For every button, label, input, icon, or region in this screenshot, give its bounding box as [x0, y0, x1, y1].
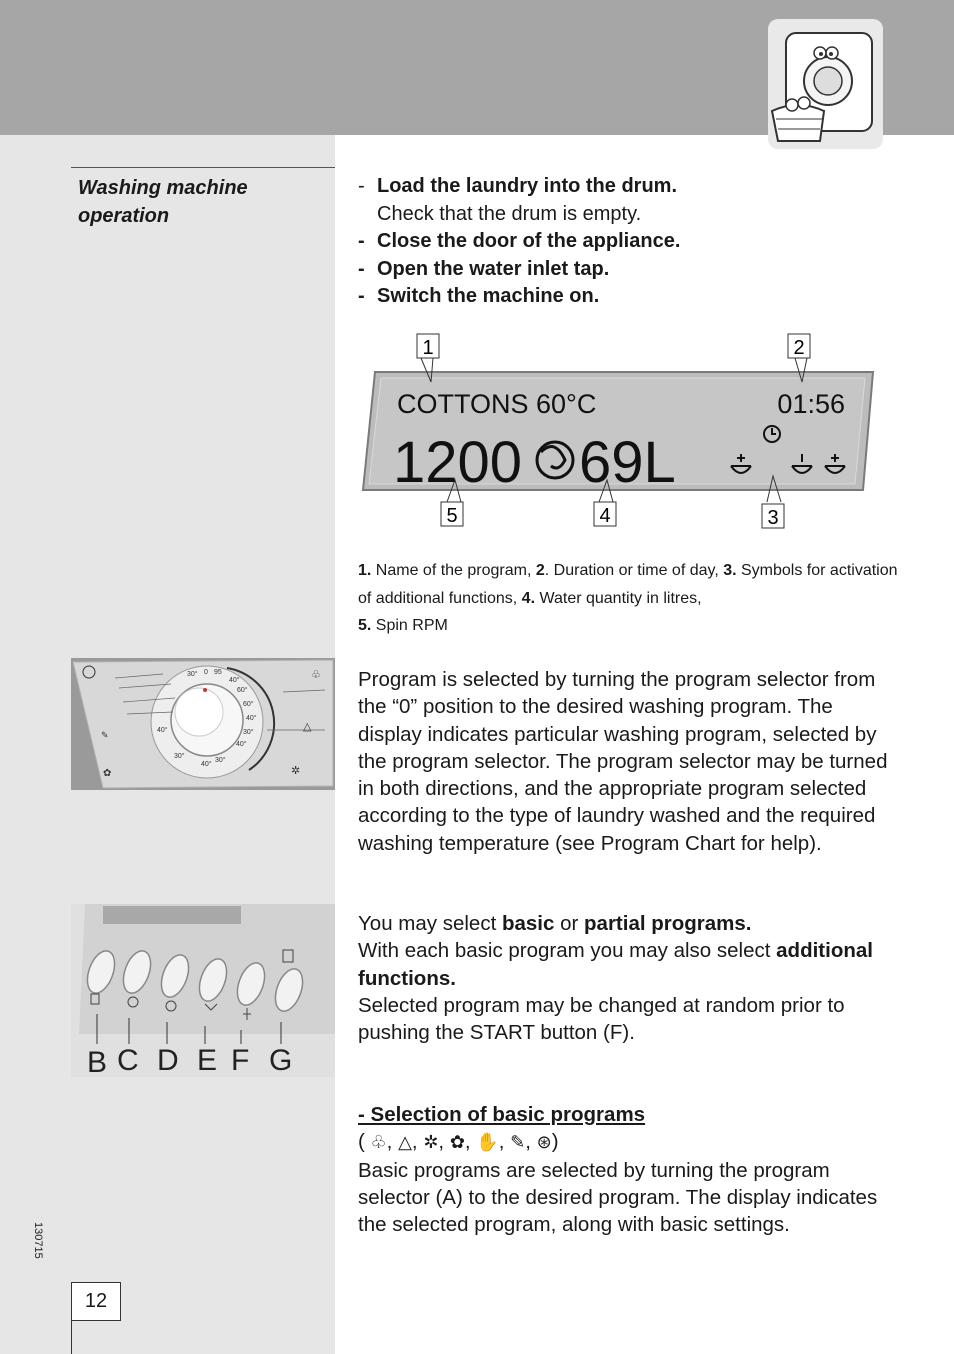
callout-4: 4	[599, 505, 611, 527]
button-label-c: C	[117, 1044, 139, 1077]
legend-text: Name of the program,	[371, 562, 536, 579]
dial-symbols: ✎	[101, 730, 109, 740]
function-buttons-image	[71, 904, 335, 1077]
cotton-icon: ♧	[311, 669, 321, 681]
step-dash: -	[358, 230, 365, 252]
paren-open: (	[358, 1130, 365, 1154]
washing-machine-mascot-icon	[768, 19, 883, 149]
step-dash: -	[358, 257, 365, 280]
select-programs-paragraph	[358, 910, 898, 1046]
callout-3: 3	[767, 507, 779, 529]
step-text: Close the door of the appliance.	[377, 230, 681, 252]
program-selector-image	[71, 658, 335, 790]
hand-wash-icon: ✋	[476, 1132, 499, 1153]
legend-num: 5.	[358, 617, 372, 634]
dial-temp: 0	[204, 669, 208, 676]
text-bold: basic	[501, 912, 555, 935]
step-dash	[358, 201, 377, 229]
legend-num: 1.	[358, 562, 372, 579]
text-span: or	[554, 912, 585, 935]
button-label-e: E	[197, 1044, 218, 1077]
text-span: Selected program may be changed at random prior to pushing the START button (F).	[358, 993, 845, 1045]
wool-icon: ✿	[449, 1132, 465, 1153]
document-code: 130715	[32, 1222, 44, 1259]
text-span: You may select	[358, 912, 502, 935]
text-span: With each basic program you may also select	[358, 939, 777, 963]
display-spin: 1200	[393, 430, 523, 495]
wool-icon: ✿	[103, 768, 112, 779]
section-title-line1: Washing machine	[78, 177, 248, 199]
callout-5: 5	[446, 505, 458, 527]
dial-temp: 30°	[174, 753, 185, 760]
button-label-f: F	[231, 1044, 250, 1077]
dial-temp: 30°	[187, 671, 198, 678]
dial-temp: 40°	[201, 761, 212, 768]
step-row	[358, 256, 918, 284]
legend-num: 3.	[723, 562, 737, 579]
cotton-icon: ♧	[370, 1132, 387, 1153]
display-diagram	[355, 330, 885, 530]
text-bold: additional functions.	[358, 939, 873, 990]
callout-2: 2	[793, 337, 805, 359]
butterfly-icon: ✲	[423, 1132, 439, 1153]
dial-temp: 40°	[236, 741, 247, 748]
button-label-g: G	[269, 1044, 293, 1077]
step-text: Load the laundry into the drum.	[377, 175, 677, 197]
basic-program-symbols: ( ♧, △, ✲, ✿, ✋, ✎, ⊛)	[358, 1130, 559, 1154]
callout-1: 1	[422, 337, 434, 359]
synthetic-icon: △	[303, 721, 312, 733]
dial-temp: 40°	[157, 727, 168, 734]
button-label-b: B	[87, 1046, 108, 1077]
step-row	[358, 228, 918, 256]
step-text: Switch the machine on.	[377, 285, 600, 307]
dial-temp: 95	[214, 669, 222, 676]
legend-num: 2	[535, 562, 545, 579]
legend-text: Water quantity in litres,	[535, 589, 702, 607]
basic-programs-body: Basic programs are selected by turning the program selector (A) to the desired program. The display indicates the selected program, along with basic settings.	[358, 1158, 878, 1237]
paren-close: )	[551, 1130, 559, 1154]
basic-programs-section	[358, 1101, 898, 1238]
display-water: 69L	[579, 430, 676, 495]
section-rule	[71, 167, 335, 168]
selector-paragraph: Program is selected by turning the program selector from the “0” position to the desired washing program. The display indicates particular washing program, selected by the program selector. The program selector may be turned in both directions, and the appropriate program selected according to the type of laundry washed and the required washing temperature (see Program Chart for help).	[358, 668, 888, 855]
display-time: 01:56	[777, 389, 845, 419]
button-label-d: D	[157, 1044, 179, 1077]
section-title-line2: operation	[78, 205, 170, 227]
step-dash: -	[358, 285, 365, 307]
display-program: COTTONS 60°C	[397, 389, 597, 419]
step-text: Open the water inlet tap.	[377, 257, 610, 280]
display-legend	[358, 557, 898, 640]
dial-temp: 30°	[215, 757, 226, 764]
legend-num: 4.	[521, 589, 536, 607]
section-title	[78, 174, 328, 230]
basic-programs-heading: - Selection of basic programs	[358, 1103, 646, 1126]
step-row	[358, 173, 918, 201]
step-row	[358, 201, 918, 229]
dial-temp: 60°	[237, 687, 248, 694]
step-dash: -	[358, 175, 365, 197]
dial-temp: 60°	[243, 701, 254, 708]
mix-icon: ⊛	[536, 1132, 552, 1153]
step-row	[358, 283, 918, 311]
step-text: Check that the drum is empty.	[377, 202, 642, 225]
page-number: 12	[71, 1282, 121, 1321]
legend-text: Symbols for activation of additional functions,	[358, 562, 898, 607]
text-bold: partial programs.	[584, 912, 752, 935]
synthetic-icon: △	[398, 1132, 412, 1153]
setup-steps	[358, 173, 918, 311]
dial-temp: 40°	[246, 715, 257, 722]
legend-text: Spin RPM	[371, 617, 448, 634]
butterfly-icon: ✲	[291, 765, 301, 777]
dial-temp: 40°	[229, 677, 240, 684]
dial-temp: 30°	[243, 729, 254, 736]
sport-icon: ✎	[510, 1132, 526, 1153]
legend-text: . Duration or time of day,	[544, 562, 724, 579]
page-rule	[71, 1320, 72, 1354]
